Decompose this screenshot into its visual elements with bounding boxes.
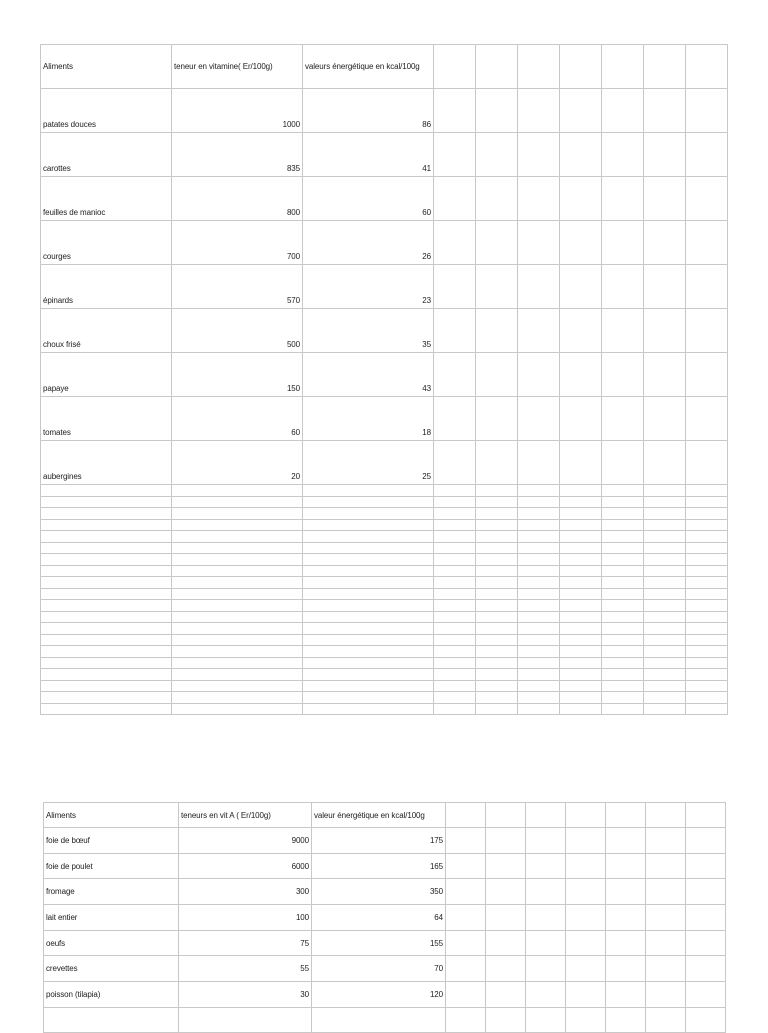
energy-value: 350: [312, 879, 446, 905]
food-name: poisson (tilapia): [44, 982, 179, 1008]
food-name: carottes: [41, 133, 172, 177]
vitamin-a-value: 700: [172, 221, 303, 265]
food-name: tomates: [41, 397, 172, 441]
vitamin-a-value: 800: [172, 177, 303, 221]
table-row: [41, 353, 728, 397]
food-name: courges: [41, 221, 172, 265]
food-name: aubergines: [41, 441, 172, 485]
empty-row: [41, 634, 728, 646]
empty-row: [44, 1007, 726, 1032]
table-row: [44, 905, 726, 931]
header-vitamin-content: teneur en vitamine( Er/100g): [172, 45, 303, 89]
energy-value: 60: [303, 177, 434, 221]
vitamin-a-value: 60: [172, 397, 303, 441]
empty-row: [41, 519, 728, 531]
energy-value: 18: [303, 397, 434, 441]
food-name: crevettes: [44, 956, 179, 982]
empty-row: [41, 646, 728, 658]
table-row: [41, 309, 728, 353]
empty-row: [41, 565, 728, 577]
food-name: feuilles de manioc: [41, 177, 172, 221]
vitamin-a-value: 570: [172, 265, 303, 309]
energy-value: 41: [303, 133, 434, 177]
empty-row: [41, 703, 728, 715]
header-row: [44, 803, 726, 828]
food-name: papaye: [41, 353, 172, 397]
empty-row: [41, 531, 728, 543]
vitamin-a-value: 9000: [179, 828, 312, 854]
food-name: lait entier: [44, 905, 179, 931]
energy-value: 23: [303, 265, 434, 309]
header-energy-value: valeur énergétique en kcal/100g: [312, 803, 446, 828]
energy-value: 64: [312, 905, 446, 931]
table-row: [44, 930, 726, 956]
vitamin-a-value: 100: [179, 905, 312, 931]
table-row: [41, 221, 728, 265]
table-row: [44, 956, 726, 982]
food-name: foie de bœuf: [44, 828, 179, 854]
vitamin-a-value: 20: [172, 441, 303, 485]
empty-row: [41, 588, 728, 600]
energy-value: 175: [312, 828, 446, 854]
food-name: épinards: [41, 265, 172, 309]
empty-row: [41, 577, 728, 589]
table-row: [44, 879, 726, 905]
empty-row: [41, 600, 728, 612]
header-row: [41, 45, 728, 89]
table-row: [41, 441, 728, 485]
energy-value: 70: [312, 956, 446, 982]
empty-row: [41, 542, 728, 554]
header-aliments: Aliments: [41, 45, 172, 89]
energy-value: 25: [303, 441, 434, 485]
table-row: [41, 177, 728, 221]
energy-value: 35: [303, 309, 434, 353]
vitamin-a-value: 500: [172, 309, 303, 353]
energy-value: 165: [312, 853, 446, 879]
table-row: [41, 397, 728, 441]
energy-value: 26: [303, 221, 434, 265]
vitamin-a-value: 55: [179, 956, 312, 982]
food-name: oeufs: [44, 930, 179, 956]
empty-row: [41, 496, 728, 508]
food-name: patates douces: [41, 89, 172, 133]
vegetable-vitamin-table: [40, 44, 728, 715]
empty-row: [41, 611, 728, 623]
vitamin-a-value: 75: [179, 930, 312, 956]
vitamin-a-value: 150: [172, 353, 303, 397]
energy-value: 43: [303, 353, 434, 397]
food-name: fromage: [44, 879, 179, 905]
vitamin-a-value: 1000: [172, 89, 303, 133]
vitamin-a-value: 30: [179, 982, 312, 1008]
table-row: [41, 89, 728, 133]
energy-value: 86: [303, 89, 434, 133]
table-row: [44, 828, 726, 854]
vitamin-a-value: 835: [172, 133, 303, 177]
table-row: [41, 133, 728, 177]
energy-value: 120: [312, 982, 446, 1008]
empty-row: [41, 508, 728, 520]
table-row: [44, 853, 726, 879]
empty-row: [41, 554, 728, 566]
empty-row: [41, 485, 728, 497]
empty-row: [41, 623, 728, 635]
empty-row: [41, 657, 728, 669]
food-name: foie de poulet: [44, 853, 179, 879]
empty-row: [41, 669, 728, 681]
vitamin-a-value: 300: [179, 879, 312, 905]
empty-row: [41, 680, 728, 692]
animal-vitamin-table: [43, 802, 726, 1033]
header-vitamin-content: teneurs en vit A ( Er/100g): [179, 803, 312, 828]
table-row: [44, 982, 726, 1008]
header-energy-value: valeurs énergétique en kcal/100g: [303, 45, 434, 89]
header-aliments: Aliments: [44, 803, 179, 828]
empty-row: [41, 692, 728, 704]
vitamin-a-value: 6000: [179, 853, 312, 879]
energy-value: 155: [312, 930, 446, 956]
food-name: choux frisé: [41, 309, 172, 353]
table-row: [41, 265, 728, 309]
